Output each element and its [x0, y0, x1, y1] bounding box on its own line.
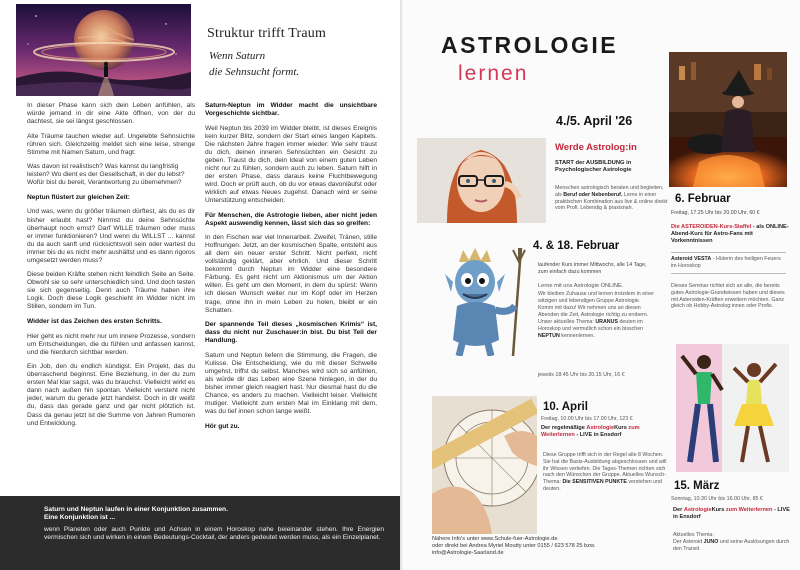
conjunction-info-box [0, 496, 400, 570]
event-4-headline-part: Kurs [614, 425, 627, 431]
article-subtitle-line-2: die Sehnsucht formt. [209, 66, 300, 78]
event-5-headline-part: Kurs [711, 507, 725, 513]
event-2-text [538, 291, 656, 340]
event-5-date: 15. März [674, 480, 720, 492]
right-page [403, 0, 800, 570]
event-1-headline: Werde Astrolog:in [555, 142, 637, 153]
article-subtitle [209, 48, 397, 80]
section-heading: Neptun flüstert zur gleichen Zeit: [27, 193, 130, 201]
witch-cauldron-photo [669, 52, 787, 187]
event-1-text-bold: Beruf oder Nebenberuf. [563, 191, 623, 198]
article-column-right [205, 102, 377, 437]
paragraph: Ein Job, den du endlich kündigst. Ein Projekt, das du überraschend beginnst. Eine Beziehung, in der du zum ersten Mal klar sagst, was du brauchst. Vielleicht wirkt es dann nach außen hin spontan. Vielleicht versteht nicht jeder, warum du gerade jetzt handelst. Doch in dir weißt du, dass das gerade ganz und gar nicht plötzlich ist. Dass da genau jetzt ist die Summe von Jahren Rumoren und Entwicklung. [27, 363, 195, 427]
paragraph: In dieser Phase kann sich dein Leben anfühlen, als würde jemand in dir eine Akte öffnen, von der du dachtest, sie sei längst geschlossen. [27, 102, 195, 126]
event-1-date: 4./5. April '26 [556, 114, 633, 128]
event-4-text [543, 452, 668, 493]
event-2-text-part: deuten im Horoskop und vermutlich schon ein bisschen [538, 319, 644, 332]
paragraph: Diese beiden Kräfte stehen nicht feindlich Seite an Seite. Obwohl sie so sehr unterschiedlich sind. Und doch testen sie sich gegenseitig. Denn auch Träume haben ihre Logik. Doch diese Logik geschieht im Widder nicht im Stillen, sondern im Tun. [27, 271, 195, 311]
event-5-headline-part: - LIVE in Ensdorf [673, 507, 790, 521]
article-subtitle-line-1: Wenn Saturn [209, 50, 266, 62]
article-title-block [207, 26, 397, 80]
info-box-text: wenn Planeten oder auch Punkte und Achsen in einem Horoskop nahe beieinander stehen. Ihre Energien vermischen sich und wirken in einem Bedeutungs-Cocktail, der anders gedeutet werden muss, als ein Einzelplanet. [44, 526, 384, 541]
event-2-text-bold: URANUS [595, 319, 618, 325]
event-4-text-part: verstehen und deuten. [543, 479, 662, 492]
event-2-text-part: Wir bleiben Zuhause und lernen trotzdem in einer witzigen und lebendigen Gruppe Astrologie. Komm mit dazu! Wir nehmen uns an diesen Abenden die Zeit, Astrologie richtig zu erobern. Unser aktuelles Thema: [538, 291, 655, 325]
event-1-text-part: Lerne in einer praktischen Kombination aus live & online direkt vom Profi. Lebendig & praxisnah. [555, 191, 668, 212]
info-box-heading-2: Eine Konjunktion ist ... [44, 514, 116, 521]
event-2-headline: Lerne mit uns Astrologie ONLINE. [538, 283, 624, 289]
contact-info [432, 536, 595, 558]
section-heading: Der spannende Teil dieses „kosmischen Krimis“ ist, dass du nicht nur Zuschauer:in bist. Du bist Teil der Handlung. [205, 321, 377, 345]
event-1-intro: START der AUSBILDUNG in Psychologischer Astrologie [555, 160, 632, 174]
event-5-text-part: Der Asteroid [673, 538, 703, 545]
event-3-headline [671, 224, 791, 246]
event-2-text-bold: NEPTUN [538, 333, 560, 339]
event-3-topic-bold: Asteroid VESTA [671, 256, 712, 262]
paragraph: Und was, wenn du größer träumen dürftest, als du es dir bisher erlaubt hast? Nimmst du deine Sehnsüchte überhaupt noch ernst? Darf WILLE träumen oder muss er immer funktionieren? Und wenn du WILLST ... kannst du da auch sanft und rücksichtsvoll sein oder wartest du immer bis du es nicht mehr aushältst und es dann rigoros umgesetzt werden muss? [27, 208, 195, 264]
event-4-date: 10. April [543, 401, 588, 413]
section-heading: Widder ist das Zeichen des ersten Schritts. [27, 318, 162, 326]
paragraph: Saturn und Neptun liefern die Stimmung, die Fragen, die Kulisse. Die Entscheidung, wie du mit dieser Schwelle umgehst, triffst du selbst. Manches wird sich so anfühlen, als würde dir das Leben eine Szene hinlegen, in der du bisher immer gleich reagiert hast. Nur diesmal hast du die Chance, es anders zu machen. Vielleicht leiser. Vielleicht mutiger. Vielleicht zum ersten Mal im Einklang mit dem, was du tief innen schon lange weißt. [205, 351, 377, 416]
event-2-intro: laufender Kurs immer Mittwochs, alle 14 Tage, zum einfach dazu kommen [538, 262, 647, 275]
event-3-time: Freitag, 17.25 Uhr bis 20.00 Uhr, 60 € [671, 210, 760, 216]
paragraph: In den Fischen war viel Innenarbeit. Zweifel, Tränen, stille Hoffnungen. Jetzt, an der kosmischen Spalte, entsteht aus all dem ein neuer erster Schritt. Nicht perfekt, nicht vollständig geklärt, aber ehrlich. Und dieser Schritt bekommt durch Neptun im Widder eine besondere Färbung. Es geht nicht um Aktionismus um der Aktion willen. Es geht um den Moment, in dem du spürst: Wenn ich diesen Wunsch weiter nur im Kopf oder im Herzen trage, ohne ihn in mein Leben zu holen, bleibt er ein Schatten. [205, 234, 377, 314]
event-1-text-part: Menschen astrologisch beraten und begleiten, als [555, 185, 664, 198]
event-4-headline-red: zum Weiterlernen [541, 425, 640, 439]
ruler-hands-photo [432, 396, 537, 534]
contact-email-line: info@Astrologie-Saarland.de [432, 550, 504, 557]
contact-website-line: Nähere Info's unter www.Schule-fuer-Astrologie.de [432, 536, 558, 542]
event-5-headline [673, 507, 793, 521]
event-5-time: Sonntag, 10.30 Uhr bis 16.00 Uhr, 85 € [671, 496, 763, 502]
saturn-hero-image [16, 4, 191, 96]
event-4-headline [541, 425, 666, 439]
event-5-text-label: Aktuelles Thema: [673, 532, 714, 538]
event-3-text: Dieses Seminar richtet sich an alle, die bereits gutes Astrologie-Grundwissen haben und dieses mit Asteroiden-Kräften erweitern möchten. Ganz gleich ob Hobby-Astrolog:innen oder Profis. [671, 283, 785, 310]
event-3-topic [671, 252, 786, 274]
event-4-text-bold: Die SENSITIVEN PUNKTE [562, 479, 627, 486]
paragraph: Alte Träume tauchen wieder auf. Ungelebte Sehnsüchte rühren sich. Gleichzeitig meldet sich eine leise, strenge Stimme mit Namen Saturn, und fragt: [27, 132, 195, 156]
section-heading: Saturn-Neptun im Widder macht die unsichtbare Vorgeschichte sichtbar. [205, 102, 377, 118]
article-column-left [27, 102, 195, 434]
event-4-time: Freitag, 10.00 Uhr bis 17.00 Uhr, 123 € [541, 416, 633, 422]
event-4-headline-red: Astrologie [586, 425, 615, 431]
event-2-text-part: kennenlernen. [561, 333, 595, 339]
paragraph: Was davon ist realistisch? Was kannst du langfristig leisten? Wo dient es der Gesellschaft, in der du lebst? Wofür bist du bereit, Verantwortung zu übernehmen? [27, 163, 185, 187]
brand-subtitle: lernen [458, 62, 529, 85]
event-5-headline-red: zum Weiterlernen [725, 507, 773, 513]
closing-line: Hör gut zu. [205, 422, 240, 430]
event-5-text-part: und seine Auslösungen durch den Transit [673, 538, 790, 552]
contact-phone-line: oder direkt bei Andrea Myriel Moutty unter 0155 / 623 578 25 bzw. [432, 543, 596, 550]
event-2-time: jeweils 18:45 Uhr bis 20.15 Uhr, 16 € [538, 372, 625, 378]
event-2-date: 4. & 18. Februar [533, 240, 620, 252]
paragraph: Hier geht es nicht mehr nur um innere Prozesse, sondern um Entscheidungen, die du fühlen und anfassen kannst, und die hierdurch sichtbar werden. [27, 332, 195, 356]
event-3-headline-red: Die ASTEROIDEN-Kurs-Staffel [671, 224, 752, 230]
article-title: Struktur trifft Traum [207, 26, 327, 41]
event-4-headline-part: Der regelmäßige [541, 425, 585, 431]
neptune-character-image [443, 248, 531, 356]
event-3-topic-rest: - Hüterin des heiligen Feuers im Horoskop [671, 256, 781, 269]
event-1-text [555, 185, 671, 212]
woman-glasses-photo [417, 138, 546, 223]
brand-title: ASTROLOGIE [441, 32, 619, 58]
section-heading: Für Menschen, die Astrologie lieben, aber nicht jeden Aspekt auswendig kennen, lässt sich das so greifen: [205, 211, 377, 227]
dancers-photo [676, 344, 789, 472]
event-5-headline-red: Astrologie [683, 507, 712, 513]
event-4-headline-part: - LIVE in Ensdorf [576, 432, 622, 439]
event-3-headline-rest: - als ONLINE-Abend-Kurs für Astro-Fans mit Vorkenntnissen [671, 224, 789, 245]
event-3-date: 6. Februar [675, 193, 731, 205]
event-5-text [673, 532, 791, 552]
event-5-text-bold: JUNO [703, 538, 719, 545]
paragraph: Weil Neptun bis 2039 im Widder bleibt, ist dieses Ereignis kein kurzer Blitz, sondern der Start eines langen Kapitels. Die nächsten Jahre fragen immer wieder: Wie sehr traust du dich, deinen inneren Sehnsüchten ein Gesicht zu geben. Traust du dich, dein Ideal von einem guten Leben nicht nur zu fühlen, sondern auch zu leben. Saturn hilft in der ersten Phase, dass daraus keine Fluchtbewegung wird. Doch er prüft auch, ob du vor etwas davonläufst oder wirklich auf etwas Neues zugehst. Danach wird er seine Unterstützung entscheiden. [205, 124, 377, 205]
info-box-heading-1: Saturn und Neptun laufen in einer Konjunktion zusammen. [44, 506, 228, 513]
event-4-text-part: Diese Gruppe trifft sich in der Regel alle 8 Wochen. Sie hat die Basis-Ausbildung abgeschlossen und will ihr Wissen vertiefen. Die Tages-Themen richten sich nach den Wünschen der Gruppe. Aktuelles Wunsch-Thema: [543, 452, 667, 486]
event-5-headline-part: Der [673, 507, 683, 513]
